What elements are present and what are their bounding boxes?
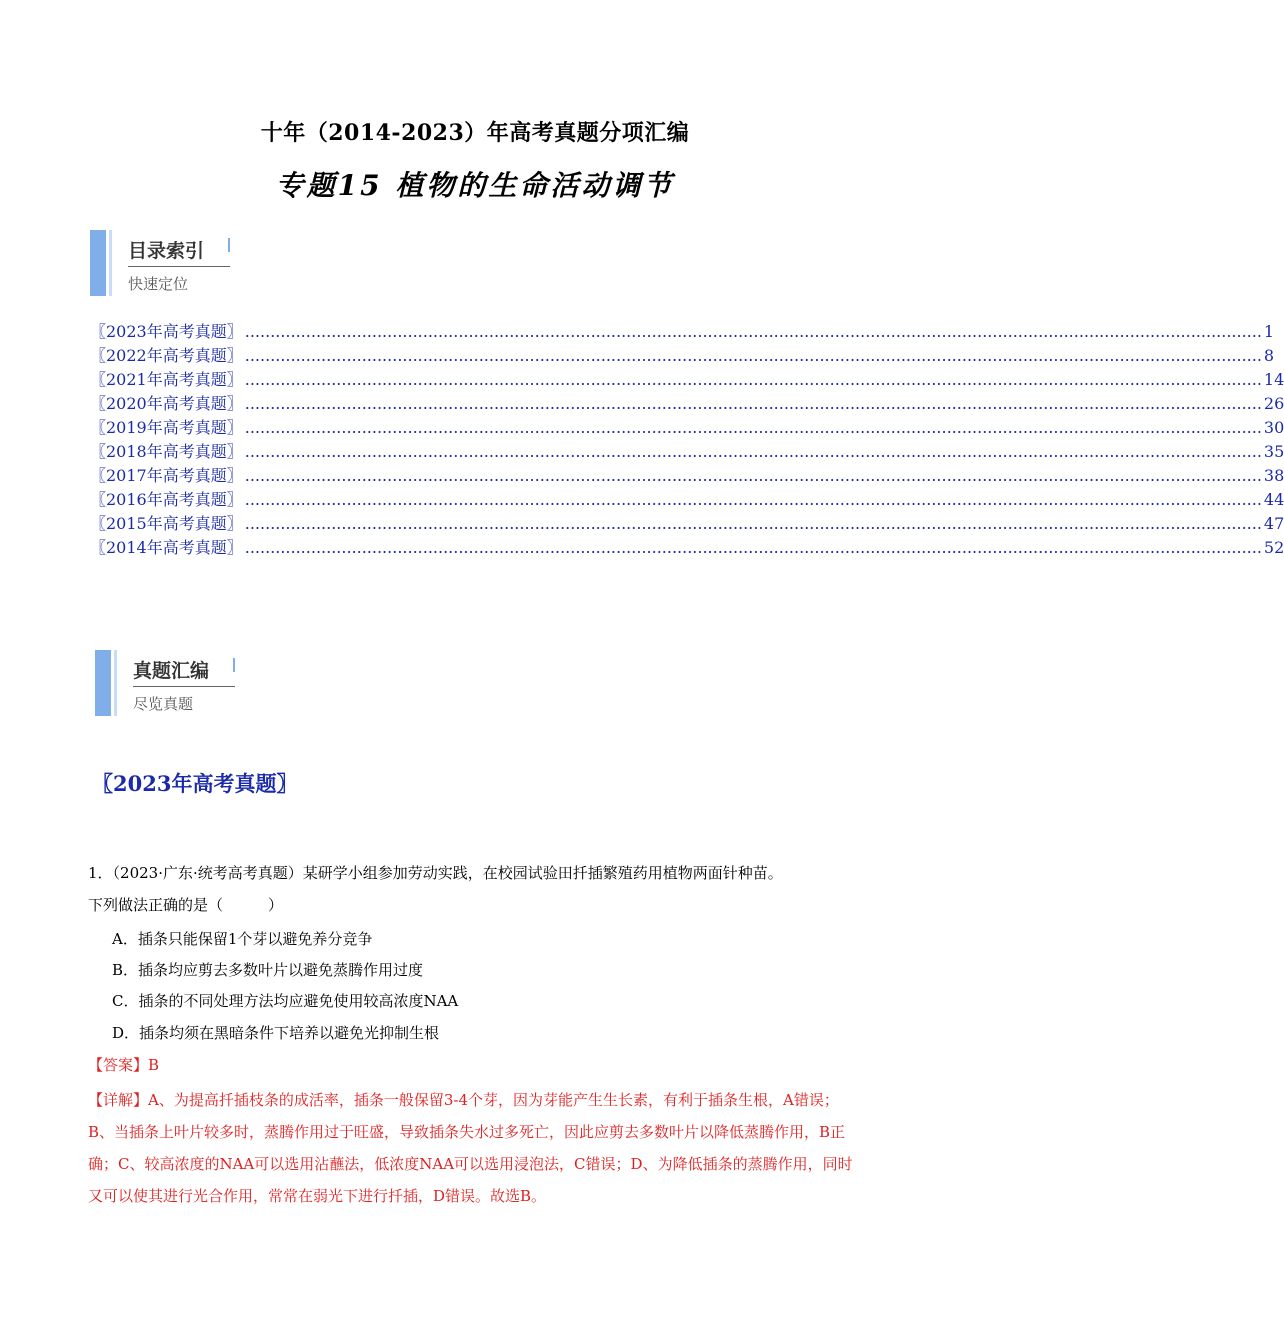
toc-entry[interactable] <box>90 414 1284 438</box>
toc-entry-label: 〖2018年高考真题〗 <box>90 442 243 461</box>
toc-leader: ........................................................................................................................................................................................................ <box>244 538 1262 557</box>
badge-bar-accent <box>109 230 112 296</box>
topic-title: 专题15 植物的生命活动调节 <box>275 169 675 202</box>
badge-tick <box>228 238 230 252</box>
toc-entry[interactable] <box>90 342 1275 366</box>
toc-entry-page: 47 <box>1263 514 1284 533</box>
explanation-text: A、为提高扦插枝条的成活率，插条一般保留3-4个芽，因为芽能产生生长素，有利于插条生根，A错误；B、当插条上叶片较多时，蒸腾作用过于旺盛，导致插条失水过多死亡，因此应剪去多数叶片以降低蒸腾作用，B正确；C、较高浓度的NAA可以选用沾蘸法，低浓度NAA可以选用浸泡法，C错误；D、为降低插条的蒸腾作用，同时又可以使其进行光合作用，常常在弱光下进行扦插，D错误。故选B。 <box>88 1091 853 1205</box>
toc-entry[interactable] <box>90 462 1284 486</box>
toc-entry-page: 52 <box>1263 538 1284 557</box>
toc-entry[interactable] <box>90 438 1284 462</box>
toc-entry-page: 44 <box>1263 490 1284 509</box>
toc-entry-label: 〖2019年高考真题〗 <box>90 418 243 437</box>
exam-badge <box>95 650 255 718</box>
toc-entry-page: 14 <box>1263 370 1284 389</box>
toc-leader: ........................................................................................................................................................................................................ <box>244 490 1262 509</box>
toc-entry-label: 〖2021年高考真题〗 <box>90 370 243 389</box>
toc-entry-label: 〖2022年高考真题〗 <box>90 346 243 365</box>
toc-leader: ........................................................................................................................................................................................................ <box>244 322 1262 341</box>
toc-entry-label: 〖2014年高考真题〗 <box>90 538 243 557</box>
badge-rule <box>128 266 230 267</box>
toc-entry[interactable] <box>90 318 1275 342</box>
option-d: D．插条均须在黑暗条件下培养以避免光抑制生根 <box>112 1024 440 1042</box>
toc-leader: ........................................................................................................................................................................................................ <box>244 418 1262 437</box>
toc-entry-label: 〖2017年高考真题〗 <box>90 466 243 485</box>
toc-leader: ........................................................................................................................................................................................................ <box>244 370 1262 389</box>
toc-entry-label: 〖2020年高考真题〗 <box>90 394 243 413</box>
toc-leader: ........................................................................................................................................................................................................ <box>244 394 1262 413</box>
toc-entry[interactable] <box>90 534 1284 558</box>
question-stem-line2: 下列做法正确的是（ ） <box>88 896 284 914</box>
toc-entry-page: 30 <box>1263 418 1284 437</box>
toc-entry-page: 35 <box>1263 442 1284 461</box>
toc-entry-label: 〖2023年高考真题〗 <box>90 322 243 341</box>
question-stem-line1: 1．（2023·广东·统考高考真题）某研学小组参加劳动实践，在校园试验田扦插繁殖药用植物两面针种苗。 <box>88 864 783 882</box>
toc-entry-page: 38 <box>1263 466 1284 485</box>
toc-badge-sub: 快速定位 <box>128 275 189 293</box>
badge-tick <box>233 658 235 672</box>
toc-entry[interactable] <box>90 366 1284 390</box>
section-heading: 〖2023年高考真题〗 <box>92 771 298 796</box>
option-c: C．插条的不同处理方法均应避免使用较高浓度NAA <box>112 992 459 1010</box>
toc-entry-page: 1 <box>1263 322 1275 341</box>
collection-title: 十年（2014-2023）年高考真题分项汇编 <box>260 120 690 146</box>
badge-bar-accent <box>114 650 117 716</box>
toc-entry[interactable] <box>90 486 1284 510</box>
explanation-label: 【详解】 <box>88 1091 149 1109</box>
exam-badge-heading: 真题汇编 <box>133 660 210 682</box>
option-a: A．插条只能保留1个芽以避免养分竞争 <box>112 930 373 948</box>
explanation <box>88 1084 863 1212</box>
badge-bar <box>90 230 106 296</box>
toc-leader: ........................................................................................................................................................................................................ <box>244 514 1262 533</box>
answer-label: 【答案】 <box>88 1056 149 1074</box>
toc-entry-page: 26 <box>1263 394 1284 413</box>
toc-entry-page: 8 <box>1263 346 1275 365</box>
table-of-contents <box>90 318 1284 558</box>
toc-entry[interactable] <box>90 390 1284 414</box>
toc-leader: ........................................................................................................................................................................................................ <box>244 466 1262 485</box>
toc-badge-heading: 目录索引 <box>128 240 205 262</box>
toc-entry-label: 〖2016年高考真题〗 <box>90 490 243 509</box>
answer-line <box>88 1054 159 1076</box>
exam-badge-sub: 尽览真题 <box>133 695 194 713</box>
option-b: B．插条均应剪去多数叶片以避免蒸腾作用过度 <box>112 961 424 979</box>
toc-leader: ........................................................................................................................................................................................................ <box>244 346 1262 365</box>
toc-entry[interactable] <box>90 510 1284 534</box>
toc-leader: ........................................................................................................................................................................................................ <box>244 442 1262 461</box>
badge-rule <box>133 686 235 687</box>
toc-badge <box>90 230 250 298</box>
answer-value: B <box>148 1056 160 1074</box>
badge-bar <box>95 650 111 716</box>
toc-entry-label: 〖2015年高考真题〗 <box>90 514 243 533</box>
